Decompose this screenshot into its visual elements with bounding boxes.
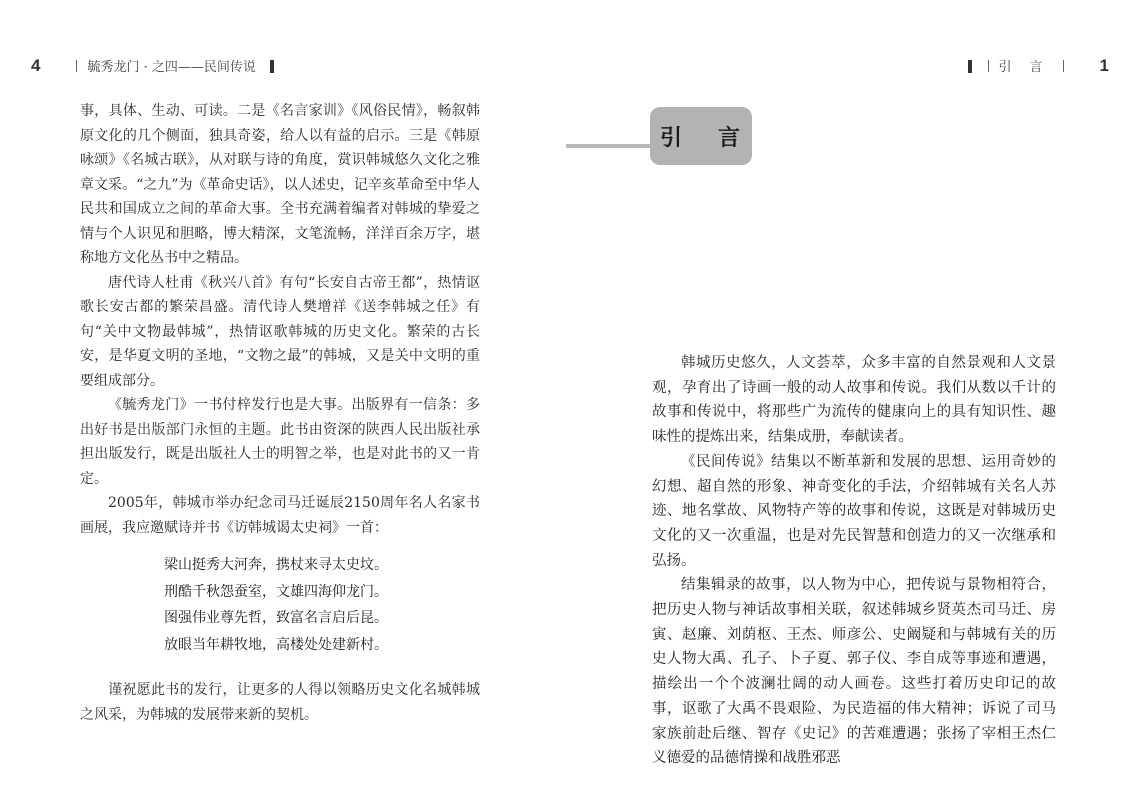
paragraph: 谨祝愿此书的发行，让更多的人得以领略历史文化名城韩城之风采，为韩城的发展带来新的契机。 (80, 682, 480, 723)
right-page (566, 0, 1133, 800)
right-page-number: 1 (1099, 56, 1109, 75)
header-divider (76, 60, 77, 72)
poem-line: 刑酷千秋怨蚕室，文雄四海仰龙门。 (164, 583, 388, 600)
right-running-header (962, 56, 1109, 76)
right-header-title: 引言 (998, 60, 1061, 75)
header-divider (1063, 60, 1064, 72)
paragraph: 2005年，韩城市举办纪念司马迁诞辰2150周年名人名家书画展，我应邀赋诗并书《访韩城谒太史祠》一首： (80, 495, 480, 536)
chapter-heading-rule (566, 144, 654, 148)
closing-paragraph (80, 678, 480, 727)
chapter-title-char: 言 (717, 125, 740, 151)
paragraph: 《民间传说》结集以不断革新和发展的思想、运用奇妙的幻想、超自然的形象、神奇变化的手法，介绍韩城有关名人苏迹、地名掌故、风物特产等的故事和传说，这既是对韩城历史文化的又一次重温，也是对先民智慧和创造力的又一次继承和弘扬。 (652, 453, 1056, 569)
poem-line: 图强伟业尊先哲，致富名言启后昆。 (164, 610, 388, 626)
chapter-title-char: 引 (660, 125, 683, 151)
left-running-header (31, 56, 280, 76)
right-body-text (652, 351, 1056, 771)
header-divider (988, 60, 989, 72)
paragraph: 《毓秀龙门》一书付梓发行也是大事。出版界有一信条：多出好书是出版部门永恒的主题。此书由资深的陕西人民出版社承担出版发行，既是出版社人士的明智之举，也是对此书的又一肯定。 (80, 397, 480, 487)
header-block-mark (968, 60, 972, 73)
paragraph: 韩城历史悠久，人文荟萃，众多丰富的自然景观和人文景观，孕育出了诗画一般的动人故事和传说。我们从数以千计的故事和传说中，将那些广为流传的健康向上的具有知识性、趣味性的提炼出来，结集成册，奉献读者。 (652, 355, 1056, 446)
left-page (0, 0, 566, 800)
left-body-text (80, 99, 480, 540)
paragraph: 结集辑录的故事，以人物为中心，把传说与景物相符合，把历史人物与神话故事相关联，叙述韩城乡贤英杰司马迁、房寅、赵廉、刘荫枢、王杰、师彦公、史阚疑和与韩城有关的历史人物大禹、孔子、卜子夏、郭子仪、李自成等事迹和遭遇，描绘出一个个波澜壮阔的动人画卷。这些打着历史印记的故事，讴歌了大禹不畏艰险、为民造福的伟大精神；诉说了司马家族前赴后继、智存《史记》的苦难遭遇；张扬了宰相王杰仁义德爱的品德情操和战胜邪恶 (652, 577, 1056, 767)
paragraph: 事，具体、生动、可读。二是《名言家训》《风俗民情》，畅叙韩原文化的几个侧面，独具奇姿，给人以有益的启示。三是《韩原咏颂》《名城古联》，从对联与诗的角度，赏识韩城悠久文化之雅章文采。“之九”为《革命史话》，以人述史，记辛亥革命至中华人民共和国成立之间的革命大事。全书充满着编者对韩城的挚爱之情与个人识见和胆略，博大精深，文笔流畅，洋洋百余万字，堪称地方文化丛书中之精品。 (80, 103, 480, 266)
poem-line: 放眼当年耕牧地，高楼处处建新村。 (164, 636, 388, 653)
left-page-number: 4 (31, 56, 41, 75)
header-block-mark (270, 60, 274, 73)
paragraph: 唐代诗人杜甫《秋兴八首》有句“长安自古帝王都”，热情讴歌长安古都的繁荣昌盛。清代诗人樊增祥《送李韩城之任》有句“关中文物最韩城”，热情讴歌韩城的历史文化。繁荣的古长安，是华夏文明的圣地，“文物之最”的韩城，又是关中文明的重要组成部分。 (80, 274, 480, 389)
poem-line: 梁山挺秀大河奔，携杖来寻太史坟。 (164, 557, 388, 573)
chapter-title (650, 107, 752, 165)
left-header-title: 毓秀龙门 · 之四——民间传说 (87, 60, 256, 75)
poem (164, 552, 388, 658)
